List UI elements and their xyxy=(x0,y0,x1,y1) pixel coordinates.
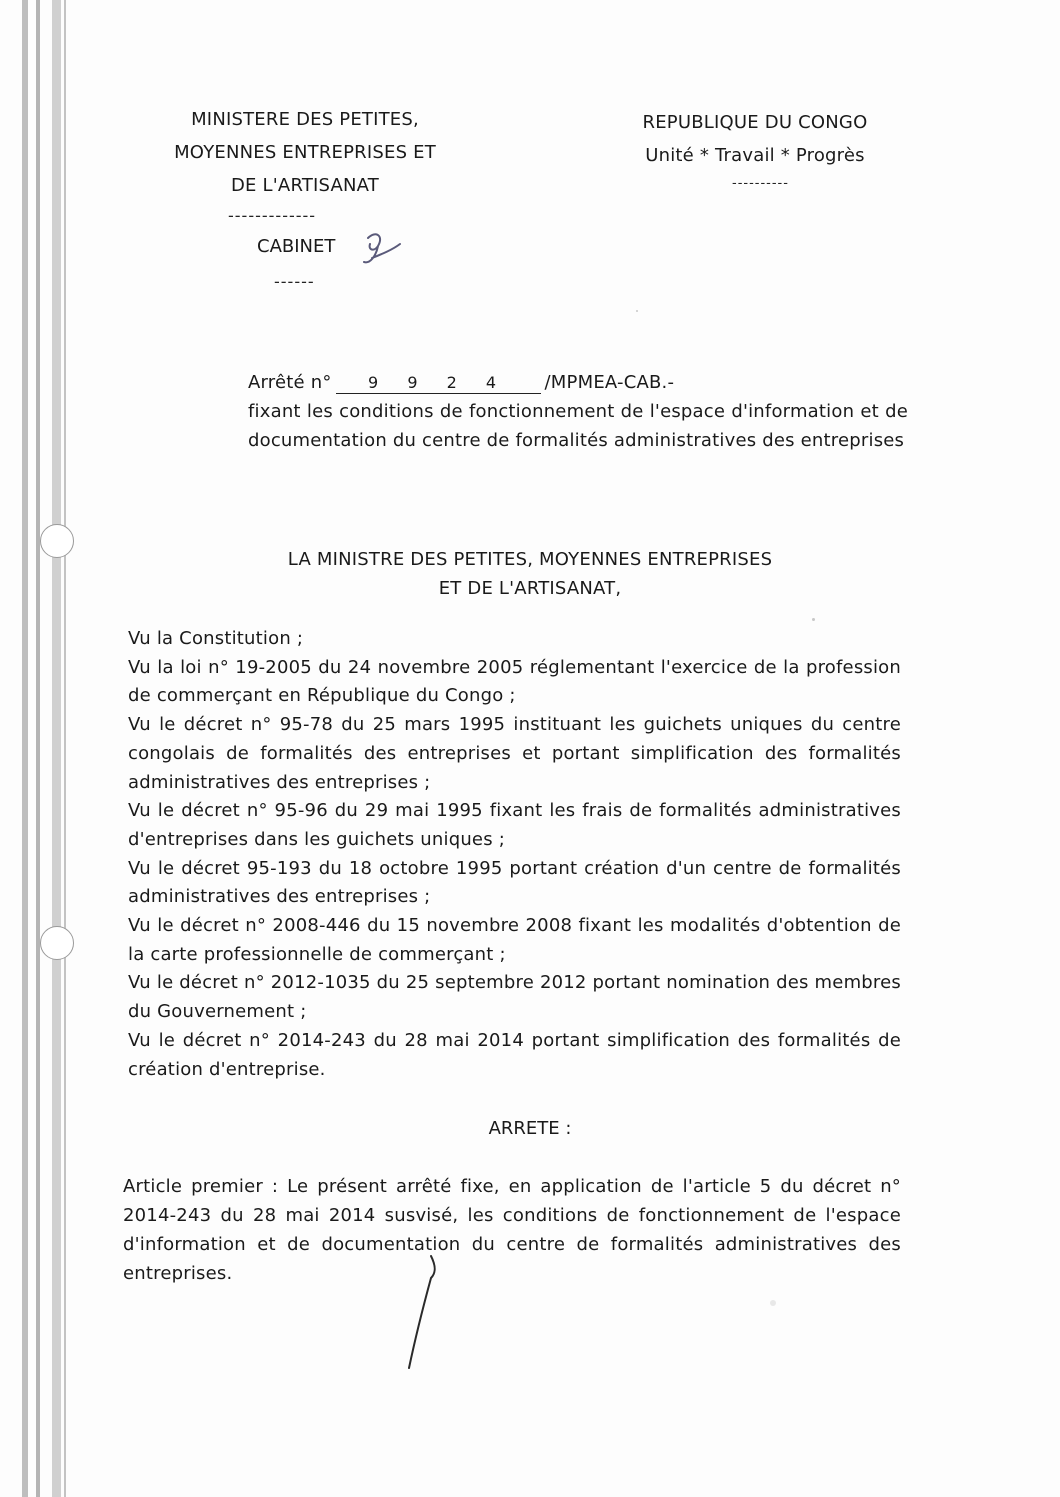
handwritten-initial xyxy=(354,224,404,274)
republic-separator: ---------- xyxy=(732,176,789,191)
scan-speck xyxy=(636,310,638,312)
article-label: Article premier : xyxy=(123,1176,279,1197)
binding-stripe xyxy=(64,0,66,1497)
republic-header xyxy=(600,106,910,172)
ministry-line: MINISTERE DES PETITES, xyxy=(191,109,419,130)
scan-speck xyxy=(770,1300,776,1306)
visa-item: Vu le décret n° 95-96 du 29 mai 1995 fixant les frais de formalités administratives d'entreprises dans les guichets uniques ; xyxy=(128,800,901,850)
article-text: Le présent arrêté fixe, en application de l'article 5 du décret n° 2014-243 du 28 mai 2014 susvisé, les conditions de fonctionnement de l'espace d'information et de documentation du centre de formalités administratives des entreprises. xyxy=(123,1176,902,1284)
article-premier xyxy=(123,1172,901,1288)
visa-item: Vu le décret n° 2008-446 du 15 novembre 2008 fixant les modalités d'obtention de la carte professionnelle de commerçant ; xyxy=(128,915,901,965)
visa-item: Vu le décret n° 2014-243 du 28 mai 2014 portant simplification des formalités de création d'entreprise. xyxy=(128,1029,901,1080)
binding-stripe xyxy=(52,0,61,1497)
punch-hole xyxy=(40,926,74,960)
cabinet-label: CABINET xyxy=(257,236,336,257)
ministry-line: DE L'ARTISANAT xyxy=(231,175,379,196)
visa-item: Vu le décret n° 95-78 du 25 mars 1995 instituant les guichets uniques du centre congolais de formalités des entreprises et portant simplification des formalités administratives des entreprises ; xyxy=(128,714,901,793)
arrete-prefix: Arrêté n° xyxy=(248,372,332,393)
binding-edge xyxy=(0,0,80,1497)
arrete-suffix: /MPMEA-CAB.- xyxy=(544,372,675,393)
punch-hole xyxy=(40,524,74,558)
arrete-subject: fixant les conditions de fonctionnement de l'espace d'information et de documentation du centre de formalités administratives des entreprises xyxy=(248,401,908,451)
country-name: REPUBLIQUE DU CONGO xyxy=(642,112,868,133)
scan-speck xyxy=(812,618,815,621)
national-motto: Unité * Travail * Progrès xyxy=(645,145,865,166)
arrete-title-block xyxy=(248,368,908,455)
minister-line: ET DE L'ARTISANAT, xyxy=(438,578,622,599)
binding-stripe xyxy=(22,0,28,1497)
minister-line: LA MINISTRE DES PETITES, MOYENNES ENTREPRISES xyxy=(287,549,773,570)
header-separator: ------------- xyxy=(228,206,317,225)
visa-item: Vu le décret n° 2012-1035 du 25 septembre 2012 portant nomination des membres du Gouvernement ; xyxy=(128,972,901,1023)
arrete-heading: ARRETE : xyxy=(488,1118,572,1139)
handwritten-paraph xyxy=(395,1250,455,1380)
cabinet-separator: ------ xyxy=(274,272,315,291)
ministry-header xyxy=(140,103,470,202)
binding-stripe xyxy=(36,0,40,1497)
visas-list xyxy=(128,625,901,1084)
arrete-number: 9 9 2 4 xyxy=(336,373,541,394)
ministry-line: MOYENNES ENTREPRISES ET xyxy=(174,142,436,163)
minister-heading xyxy=(150,545,910,603)
visa-item: Vu le décret 95-193 du 18 octobre 1995 portant création d'un centre de formalités administratives des entreprises ; xyxy=(128,857,901,908)
visa-item: Vu la Constitution ; xyxy=(128,628,304,649)
visa-item: Vu la loi n° 19-2005 du 24 novembre 2005 réglementant l'exercice de la profession de commerçant en République du Congo ; xyxy=(128,656,901,707)
arrete-number-line xyxy=(248,368,908,397)
